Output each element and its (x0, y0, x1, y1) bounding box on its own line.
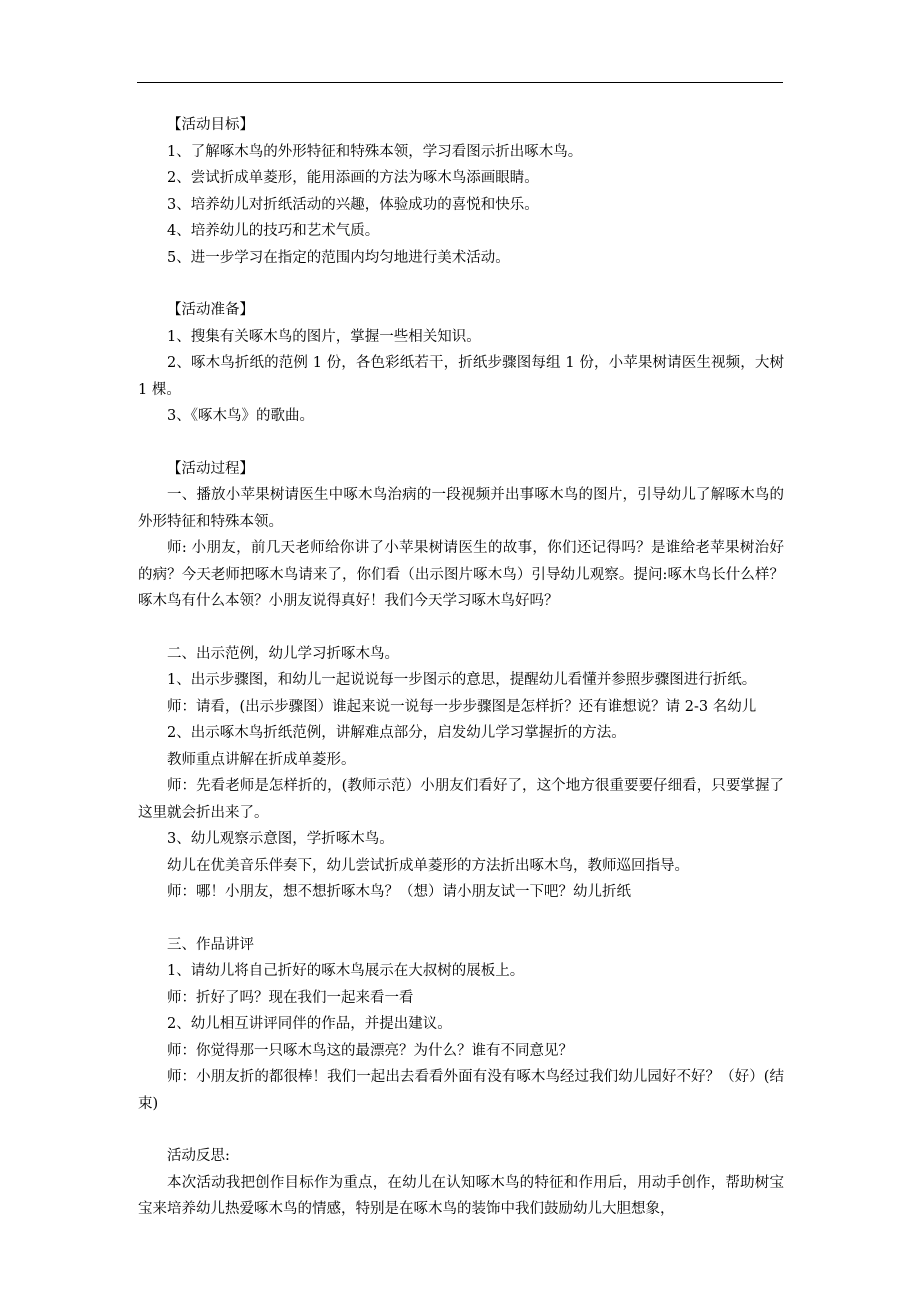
process-part2-line: 2、出示啄木鸟折纸范例，讲解难点部分，启发幼儿学习掌握折的方法。 (167, 725, 626, 741)
goal-item-1: 1、了解啄木鸟的外形特征和特殊本领，学习看图示折出啄木鸟。 (167, 143, 583, 160)
process-part2-line: 幼儿在优美音乐伴奏下，幼儿尝试折成单菱形的方法折出啄木鸟，教师巡回指导。 (167, 857, 689, 874)
goal-item-3: 3、培养幼儿对折纸活动的兴趣，体验成功的喜悦和快乐。 (167, 196, 539, 213)
process-part2-line: 1、出示步骤图，和幼儿一起说说每一步图示的意思，提醒幼儿看懂并参照步骤图进行折纸。 (167, 672, 757, 688)
prep-item-1: 1、搜集有关啄木鸟的图片，掌握一些相关知识。 (167, 328, 481, 345)
process-part2-line: 3、幼儿观察示意图，学折啄木鸟。 (167, 831, 394, 847)
spacer (138, 615, 784, 641)
process-part3-line: 师：折好了吗？现在我们一起来看一看 (167, 989, 414, 1006)
process-part3-line: 2、幼儿相互讲评同伴的作品，并提出建议。 (167, 1016, 452, 1032)
spacer (138, 430, 784, 456)
spacer (138, 271, 784, 297)
process-part3-line: 师：小朋友折的都很棒！我们一起出去看看外面有没有啄木鸟经过我们幼儿园好不好？（好）(结束) (138, 1069, 784, 1112)
process-part3-line: 师：你觉得那一只啄木鸟这的最漂亮？为什么？谁有不同意见？ (167, 1042, 573, 1059)
process-part3-line: 1、请幼儿将自己折好的啄木鸟展示在大叔树的展板上。 (167, 963, 525, 979)
process-part2-line: 师：先看老师是怎样折的，(教师示范）小朋友们看好了，这个地方很重要要仔细看，只要掌握了这里就会折出来了。 (138, 778, 784, 821)
prep-item-3: 3、《啄木鸟》的歌曲。 (167, 408, 314, 424)
goal-item-5: 5、进一步学习在指定的范围内均匀地进行美术活动。 (167, 249, 510, 266)
reflection-section (138, 1143, 784, 1223)
goals-section (138, 112, 784, 271)
process-part3-title: 三、作品讲评 (167, 936, 254, 953)
process-section (138, 456, 784, 1118)
process-part2-title: 二、出示范例，幼儿学习折啄木鸟。 (167, 645, 399, 662)
reflection-text: 本次活动我把创作目标作为重点，在幼儿在认知啄木鸟的特征和作用后，用动手创作，帮助树宝宝来培养幼儿热爱啄木鸟的情感，特别是在啄木鸟的装饰中我们鼓励幼儿大胆想象， (138, 1174, 784, 1217)
process-part1-dialogue: 师: 小朋友，前几天老师给你讲了小苹果树请医生的故事，你们还记得吗？是谁给老苹果树治好的病？今天老师把啄木鸟请来了，你们看（出示图片啄木鸟）引导幼儿观察。提问:啄木鸟长什么样？啄木鸟有什么本领？小朋友说得真好！我们今天学习啄木鸟好吗？ (138, 540, 784, 609)
prep-item-2: 2、啄木鸟折纸的范例 1 份，各色彩纸若干，折纸步骤图每组 1 份，小苹果树请医生视频，大树 1 棵。 (138, 355, 784, 398)
goal-item-2: 2、尝试折成单菱形，能用添画的方法为啄木鸟添画眼睛。 (167, 170, 539, 186)
process-part1-intro: 一、播放小苹果树请医生中啄木鸟治病的一段视频并出事啄木鸟的图片，引导幼儿了解啄木鸟的外形特征和特殊本领。 (138, 487, 784, 530)
process-heading: 【活动过程】 (167, 460, 254, 477)
spacer (138, 906, 784, 932)
process-part2-line: 教师重点讲解在折成单菱形。 (167, 751, 356, 768)
reflection-heading: 活动反思: (167, 1148, 230, 1164)
process-part2-line: 师：哪！小朋友，想不想折啄木鸟？（想）请小朋友试一下吧？幼儿折纸 (167, 884, 631, 900)
goal-item-4: 4、培养幼儿的技巧和艺术气质。 (167, 223, 380, 239)
prep-heading: 【活动准备】 (167, 302, 254, 318)
header-rule (137, 82, 783, 83)
process-part2-line: 师：请看，(出示步骤图）谁起来说一说每一步步骤图是怎样折？还有谁想说？请 2-3 名幼儿 (167, 698, 757, 715)
prep-section (138, 297, 784, 430)
goals-heading: 【活动目标】 (167, 117, 254, 133)
document-body (138, 112, 784, 1223)
spacer (138, 1117, 784, 1143)
